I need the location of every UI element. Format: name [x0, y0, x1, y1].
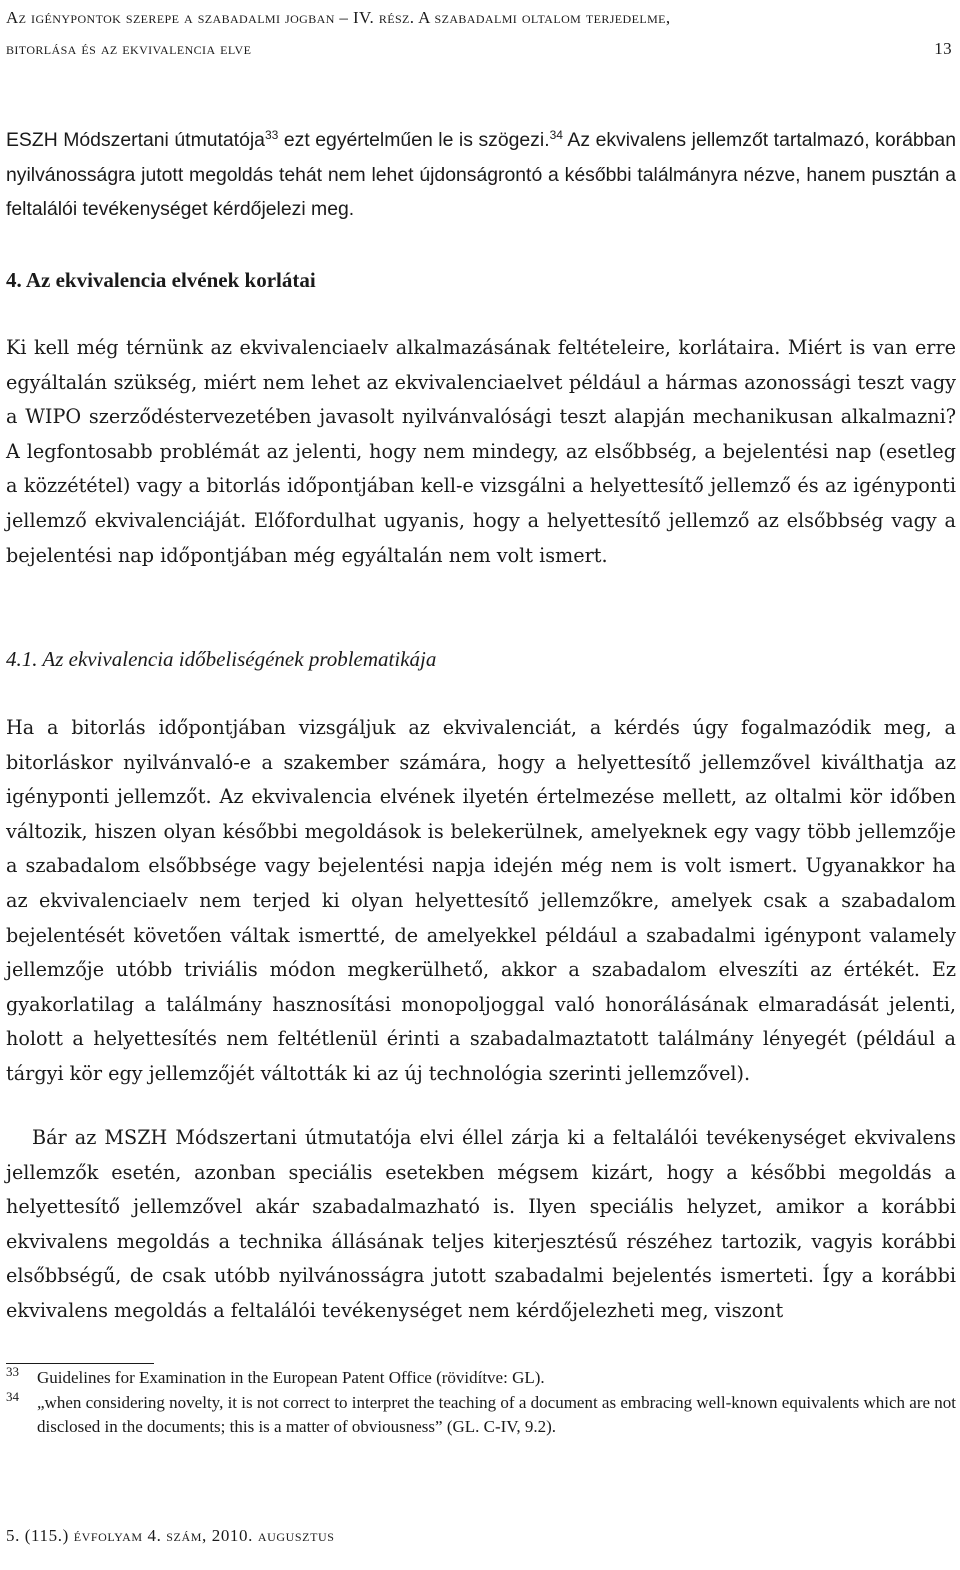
footnote-34 [6, 1388, 956, 1440]
footnote-number: 34 [6, 1388, 19, 1404]
running-head [6, 2, 956, 64]
footnote-ref-34: 34 [549, 128, 563, 142]
page-footer: 5. (115.) évfolyam 4. szám, 2010. augusztus [6, 1526, 335, 1545]
footnote-text: Guidelines for Examination in the European Patent Office (rövidítve: GL). [37, 1368, 545, 1387]
section-4-1-paragraph-1: Ha a bitorlás időpontjában vizsgáljuk az ekvivalenciát, a kérdés úgy fogalmazódik meg, a bitorláskor nyilvánvaló-e a szakember számára, hogy a helyettesítő jellemzővel kiválthatja az igényponti jellemzőt. Az ekvivalencia elvének ilyetén értelmezése mellett, az oltalmi kör időben változik, hiszen olyan későbbi megoldások is belekerülnek, amelyeknek egy vagy több jellemzője a szabadalom elsőbbsége vagy bejelentési napja idején még nem is volt ismert. Ugyanakkor ha az ekvivalenciaelv nem terjed ki olyan helyettesítő jellemzőkre, amelyek csak a szabadalom bejelentését követően váltak ismertté, de amelyekkel például a szabadalmi igénypont valamely jellemzője utóbb triviális módon megkerülhető, akkor a szabadalom elveszíti az értékét. Ez gyakorlatilag a találmány hasznosítási monopoljoggal való honorálásának elmaradását jelenti, holott a helyettesítés nem feltétlenül érinti a szabadalmaztatott találmány lényegét (például a tárgyi kör egy jellemzőjét váltották ki az új technológia szerinti jellemzővel). [6, 716, 956, 1085]
paragraph-intro-part2: ezt egyértelműen le is szögezi. [278, 129, 550, 151]
footnote-ref-33: 33 [264, 128, 279, 142]
paragraph-intro [6, 123, 956, 227]
running-head-line2: bitorlása és az ekvivalencia elve [6, 39, 252, 58]
paragraph-intro-part1: ESZH Módszertani útmutatója [6, 129, 265, 151]
section-4-1-heading: 4.1. Az ekvivalencia időbeliségének problematikája [6, 647, 437, 671]
section-4-1-paragraph-2: Bár az MSZH Módszertani útmutatója elvi éllel zárja ki a feltalálói tevékenységet ekvivalens jellemzők esetén, azonban speciális esetekben mégsem kizárt, hogy a későbbi megoldás a helyettesítő jellemzővel akár szabadalmazható is. Ilyen speciális helyzet, amikor a korábbi ekvivalens megoldás a technika állásának teljes kiterjesztésű részéhez tartozik, vagyis korábbi elsőbbségű, de csak utóbb nyilvánosságra jutott szabadalmi bejelentés ismerteti. Így a korábbi ekvivalens megoldás a feltalálói tevékenységet nem kérdőjelezheti meg, viszont [6, 1126, 956, 1322]
paragraph-intro-part3: Az ekvivalens jellemzőt tartalmazó, korábban nyilvánosságra jutott megoldás tehát nem lehet újdonságrontó a későbbi találmányra nézve, hanem pusztán a feltalálói tevékenységet kérdőjelezi meg. [6, 129, 956, 221]
footnote-33 [6, 1366, 956, 1391]
footnote-number: 33 [6, 1364, 19, 1379]
section-4-heading: 4. Az ekvivalencia elvének korlátai [6, 268, 316, 292]
section-4-paragraph: Ki kell még térnünk az ekvivalenciaelv alkalmazásának feltételeire, korlátaira. Miért is van erre egyáltalán szükség, miért nem lehet az ekvivalenciaelvet például a hármas azonossági teszt vagy a WIPO szerződéstervezetében javasolt nyilvánvalósági teszt alapján mechanikusan alkalmazni? A legfontosabb problémát az jelenti, hogy nem mindegy, az elsőbbség, a bejelentési nap (esetleg a közzététel) vagy a bitorlás időpontjában kell-e vizsgálni a helyettesítő jellemző és az igényponti jellemző ekvivalenciáját. Előfordulhat ugyanis, hogy a helyettesítő jellemző az elsőbbség vagy a bejelentési nap időpontjában még egyáltalán nem volt ismert. [6, 336, 956, 567]
footnotes [6, 1366, 956, 1440]
footnote-text: „when considering novelty, it is not correct to interpret the teaching of a document as embracing well-known equivalents which are not disclosed in the documents; this is a matter of obviousness” (GL. C-IV, 9.2). [37, 1392, 956, 1436]
running-head-line1: Az igénypontok szerepe a szabadalmi jogban – IV. rész. A szabadalmi oltalom terjedelme, [6, 8, 671, 27]
page-number: 13 [934, 39, 952, 58]
